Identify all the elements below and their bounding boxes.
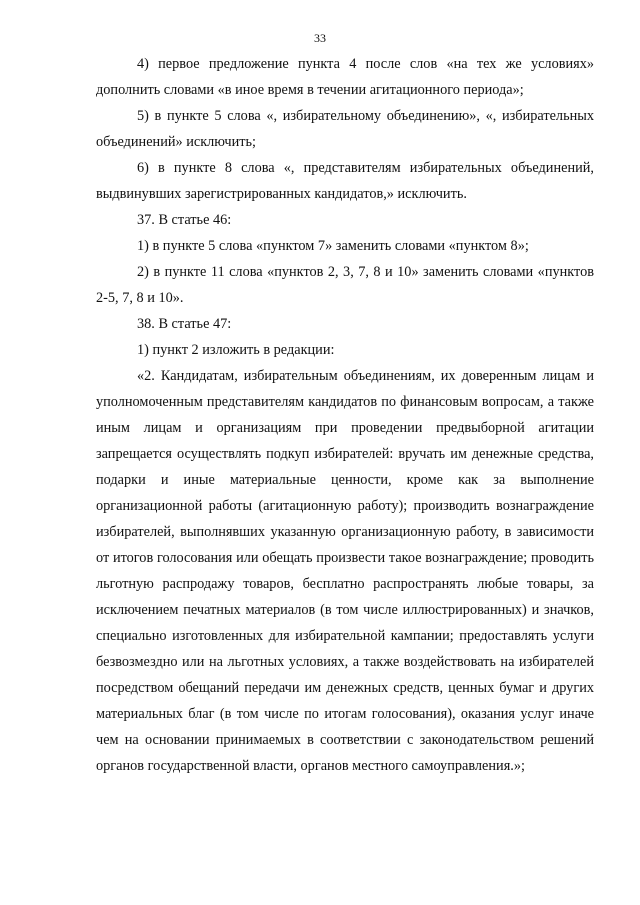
section-heading-38: 38. В статье 47: (137, 316, 232, 332)
paragraph-item-4: 4) первое предложение пункта 4 после слов «на тех же условиях» дополнить словами «в иное время в течении агитационного периода»; (96, 56, 594, 98)
paragraph-item-2-article-46: 2) в пункте 11 слова «пунктов 2, 3, 7, 8 и 10» заменить словами «пунктов 2-5, 7, 8 и 10». (96, 264, 594, 306)
document-body (96, 51, 594, 779)
section-heading-37: 37. В статье 46: (137, 212, 232, 228)
quoted-provision-text: «2. Кандидатам, избирательным объединениям, их доверенным лицам и уполномоченным представителям кандидатов по финансовым вопросам, а также иным лицам и организациям при проведении предвыборной агитации запрещается осуществлять подкуп избирателей: вручать им денежные средства, подарки и иные материальные ценности, кроме как за выполнение организационной работы (агитационную работу); производить вознаграждение избирателей, выполнявших указанную организационную работу, в зависимости от итогов голосования или обещать произвести такое вознаграждение; проводить льготную распродажу товаров, бесплатно распространять любые товары, за исключением печатных материалов (в том числе иллюстрированных) и значков, специально изготовленных для избирательной кампании; предоставлять услуги безвозмездно или на льготных условиях, а также воздействовать на избирателей посредством обещаний передачи им денежных средств, ценных бумаг и других материальных благ (в том числе по итогам голосования), оказания услуг иначе чем на основании принимаемых в соответствии с законодательством решений органов государственной власти, органов местного самоуправления.»; (96, 368, 594, 774)
paragraph-item-1-article-47: 1) пункт 2 изложить в редакции: (137, 342, 335, 358)
page-number: 33 (314, 31, 326, 45)
paragraph-item-5: 5) в пункте 5 слова «, избирательному объединению», «, избирательных объединений» исключить; (96, 108, 594, 150)
paragraph-item-1-article-46: 1) в пункте 5 слова «пунктом 7» заменить словами «пунктом 8»; (137, 238, 529, 254)
paragraph-item-6: 6) в пункте 8 слова «, представителям избирательных объединений, выдвинувших зарегистрированных кандидатов,» исключить. (96, 160, 594, 202)
